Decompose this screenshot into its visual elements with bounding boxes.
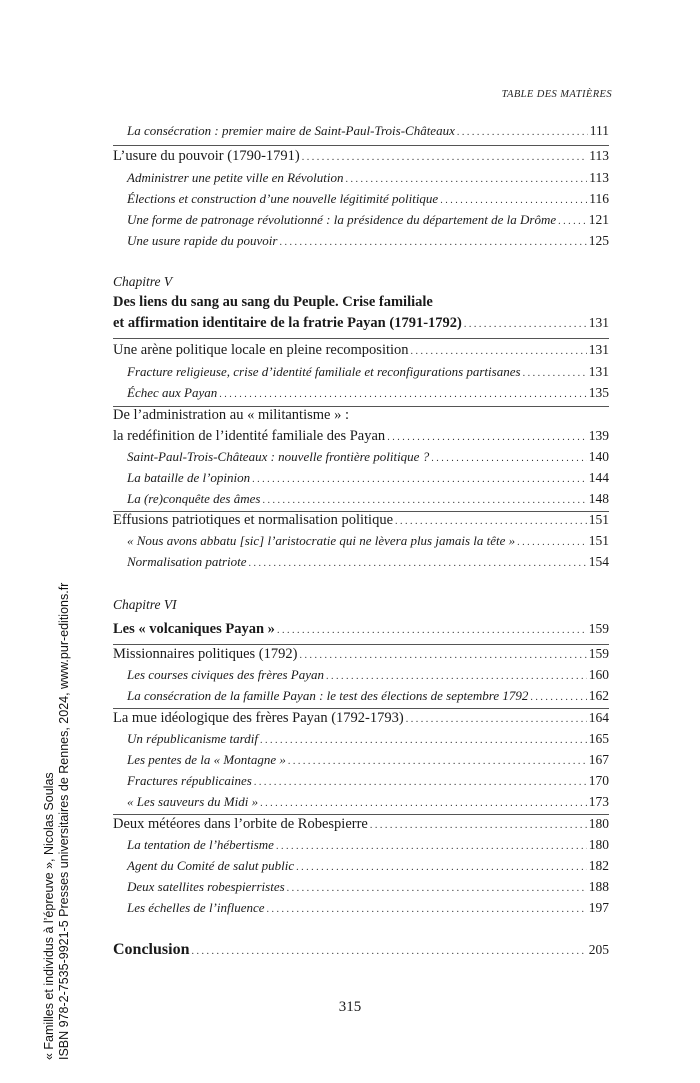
dot-leader xyxy=(267,904,587,915)
toc-page-number: 197 xyxy=(588,900,609,915)
toc-subentry-title: La tentation de l’hébertisme xyxy=(127,837,274,852)
toc-subentry-title: Une forme de patronage révolutionné : la présidence du département de la Drôme xyxy=(127,212,557,227)
toc-page-number: 113 xyxy=(589,148,609,163)
toc-subentry[interactable] xyxy=(127,794,609,810)
toc-section-entry[interactable] xyxy=(113,710,609,727)
toc-subentry-title: Échec aux Payan xyxy=(127,385,218,400)
toc-subentry-title: « Les sauveurs du Midi » xyxy=(127,794,259,809)
toc-subentry[interactable] xyxy=(127,837,609,853)
toc-page-number: 131 xyxy=(588,364,609,379)
toc-subentry[interactable] xyxy=(127,123,609,139)
toc-page-number: 173 xyxy=(588,794,609,809)
section-divider xyxy=(113,145,609,146)
toc-subentry-title: Deux satellites robespierristes xyxy=(127,879,285,894)
chapter-label: Chapitre V xyxy=(113,274,173,289)
toc-page-number: 180 xyxy=(588,816,609,831)
toc-page-number: 121 xyxy=(588,212,609,227)
section-divider xyxy=(113,814,609,815)
toc-page-number: 188 xyxy=(588,879,609,894)
toc-page-number: 154 xyxy=(588,554,609,569)
toc-section-entry[interactable] xyxy=(113,428,609,445)
dot-leader xyxy=(276,841,587,852)
section-divider xyxy=(113,708,609,709)
chapter-title: et affirmation identitaire de la fratrie Payan (1791-1792) xyxy=(113,315,462,331)
toc-section-entry[interactable] xyxy=(113,342,609,359)
dot-leader xyxy=(395,516,587,527)
toc-subentry[interactable] xyxy=(127,470,609,486)
dot-leader xyxy=(254,777,587,788)
dot-leader xyxy=(279,237,586,248)
toc-subentry-title: Administrer une petite ville en Révolution xyxy=(127,170,344,185)
toc-section-title-line: De l’administration au « militantisme » : xyxy=(113,407,349,423)
dot-leader xyxy=(387,432,587,443)
toc-page-number: 205 xyxy=(588,942,609,957)
toc-section-title: Une arène politique locale en pleine recomposition xyxy=(113,342,409,358)
toc-page-number: 131 xyxy=(588,342,609,357)
toc-page-number: 164 xyxy=(588,710,609,725)
toc-page-number: 140 xyxy=(588,449,609,464)
toc-subentry[interactable] xyxy=(127,688,609,704)
toc-subentry[interactable] xyxy=(127,170,609,186)
dot-leader xyxy=(346,174,588,185)
toc-page-number: 144 xyxy=(588,470,609,485)
toc-conclusion-entry[interactable] xyxy=(113,941,609,959)
toc-subentry-title: La (re)conquête des âmes xyxy=(127,491,261,506)
dot-leader xyxy=(517,537,587,548)
dot-leader xyxy=(523,368,587,379)
toc-page-number: 159 xyxy=(588,646,609,661)
toc-subentry[interactable] xyxy=(127,858,609,874)
page-number: 315 xyxy=(338,999,362,1015)
toc-section-title: La mue idéologique des frères Payan (1792-1793) xyxy=(113,710,404,726)
toc-subentry[interactable] xyxy=(127,191,609,207)
dot-leader xyxy=(370,820,587,831)
toc-subentry-title: Fracture religieuse, crise d’identité familiale et reconfigurations partisanes xyxy=(127,364,521,379)
toc-page-number: 182 xyxy=(588,858,609,873)
toc-subentry[interactable] xyxy=(127,667,609,683)
toc-subentry-title: Les pentes de la « Montagne » xyxy=(127,752,286,767)
toc-page-number: 167 xyxy=(588,752,609,767)
dot-leader xyxy=(296,862,587,873)
toc-page-number: 135 xyxy=(588,385,609,400)
toc-subentry-title: Agent du Comité de salut public xyxy=(127,858,295,873)
toc-subentry-title: La consécration : premier maire de Saint-Paul-Trois-Châteaux xyxy=(127,123,455,138)
toc-chapter-entry[interactable] xyxy=(113,315,609,332)
toc-section-entry[interactable] xyxy=(113,646,609,663)
dot-leader xyxy=(406,714,587,725)
dot-leader xyxy=(530,692,586,703)
toc-subentry-title: « Nous avons abbatu [sic] l’aristocratie qui ne lèvera plus jamais la tête » xyxy=(127,533,516,548)
toc-subentry-title: Les courses civiques des frères Payan xyxy=(127,667,325,682)
side-note-line: ISBN 978-2-7535-9921-5 Presses universitaires de Rennes, 2024, www.pur-editions.fr xyxy=(57,582,71,1060)
dot-leader xyxy=(288,756,587,767)
dot-leader xyxy=(252,474,587,485)
dot-leader xyxy=(262,495,586,506)
dot-leader xyxy=(287,883,587,894)
chapter-title: Les « volcaniques Payan » xyxy=(113,621,275,637)
toc-subentry[interactable] xyxy=(127,364,609,380)
toc-subentry-title: Un républicanisme tardif xyxy=(127,731,258,746)
dot-leader xyxy=(219,389,587,400)
toc-subentry[interactable] xyxy=(127,449,609,465)
dot-leader xyxy=(464,319,587,330)
section-divider xyxy=(113,338,609,339)
conclusion-title: Conclusion xyxy=(113,941,190,958)
toc-page-number: 111 xyxy=(589,123,609,138)
toc-subentry-title: Élections et construction d’une nouvelle légitimité politique xyxy=(127,191,439,206)
toc-section-title: la redéfinition de l’identité familiale des Payan xyxy=(113,428,386,444)
dot-leader xyxy=(191,946,586,957)
toc-section-title: Missionnaires politiques (1792) xyxy=(113,646,298,662)
toc-subentry[interactable] xyxy=(127,533,609,549)
dot-leader xyxy=(260,798,587,809)
dot-leader xyxy=(558,216,587,227)
toc-subentry[interactable] xyxy=(127,233,609,249)
toc-page-number: 165 xyxy=(588,731,609,746)
dot-leader xyxy=(411,346,587,357)
chapter-label: Chapitre VI xyxy=(113,597,177,612)
toc-page-number: 151 xyxy=(588,533,609,548)
toc-subentry[interactable] xyxy=(127,773,609,789)
toc-subentry-title: Normalisation patriote xyxy=(127,554,247,569)
toc-page-number: 160 xyxy=(588,667,609,682)
toc-section-entry[interactable] xyxy=(113,512,609,529)
toc-subentry-title: Les échelles de l’influence xyxy=(127,900,265,915)
toc-subentry-title: Fractures républicaines xyxy=(127,773,252,788)
dot-leader xyxy=(249,558,587,569)
toc-subentry-title: Saint-Paul-Trois-Châteaux : nouvelle frontière politique ? xyxy=(127,449,430,464)
dot-leader xyxy=(299,650,586,661)
dot-leader xyxy=(431,453,587,464)
toc-page-number: 151 xyxy=(588,512,609,527)
toc-page-number: 131 xyxy=(588,315,609,330)
toc-page-number: 162 xyxy=(588,688,609,703)
toc-section-title: Effusions patriotiques et normalisation politique xyxy=(113,512,394,528)
toc-page-number: 125 xyxy=(588,233,609,248)
toc-page-number: 139 xyxy=(588,428,609,443)
toc-chapter-entry[interactable] xyxy=(113,621,609,638)
toc-page-number: 116 xyxy=(589,191,609,206)
toc-section-entry[interactable] xyxy=(113,816,609,833)
toc-subentry[interactable] xyxy=(127,491,609,507)
toc-page-number: 113 xyxy=(589,170,609,185)
dot-leader xyxy=(277,625,587,636)
side-note-line: « Familles et individus à l’épreuve », Nicolas Soulas xyxy=(42,772,56,1060)
toc-subentry[interactable] xyxy=(127,212,609,228)
dot-leader xyxy=(440,195,587,206)
toc-section-title: Deux météores dans l’orbite de Robespierre xyxy=(113,816,368,832)
toc-subentry-title: La consécration de la famille Payan : le test des élections de septembre 1792 xyxy=(127,688,529,703)
toc-subentry[interactable] xyxy=(127,879,609,895)
dot-leader xyxy=(326,671,587,682)
toc-page-number: 159 xyxy=(588,621,609,636)
toc-subentry[interactable] xyxy=(127,752,609,768)
toc-subentry-title: La bataille de l’opinion xyxy=(127,470,251,485)
toc-section-entry[interactable] xyxy=(113,148,609,165)
toc-subentry[interactable] xyxy=(127,385,609,401)
dot-leader xyxy=(302,152,588,163)
running-head: TABLE DES MATIÈRES xyxy=(501,89,612,100)
chapter-title-line: Des liens du sang au sang du Peuple. Crise familiale xyxy=(113,294,433,310)
toc-section-title: L’usure du pouvoir (1790-1791) xyxy=(113,148,300,164)
toc-subentry[interactable] xyxy=(127,900,609,916)
dot-leader xyxy=(457,127,588,138)
toc-page-number: 180 xyxy=(588,837,609,852)
toc-subentry[interactable] xyxy=(127,554,609,570)
section-divider xyxy=(113,644,609,645)
toc-page-number: 170 xyxy=(588,773,609,788)
dot-leader xyxy=(260,735,587,746)
toc-subentry[interactable] xyxy=(127,731,609,747)
toc-subentry-title: Une usure rapide du pouvoir xyxy=(127,233,278,248)
toc-page-number: 148 xyxy=(588,491,609,506)
